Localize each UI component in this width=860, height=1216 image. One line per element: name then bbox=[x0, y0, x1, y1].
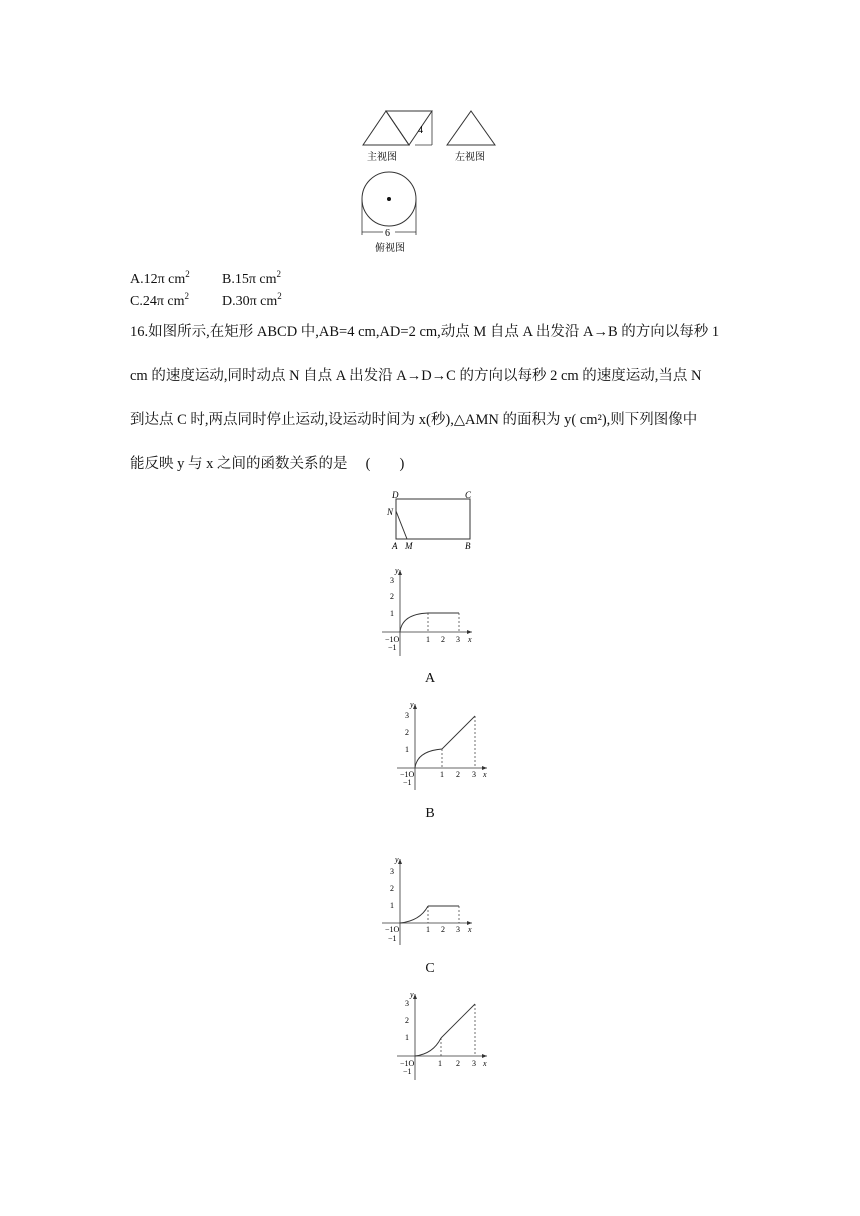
choice-a[interactable]: A.12π $cm^2$ bbox=[130, 269, 190, 287]
svg-text:3: 3 bbox=[472, 1059, 476, 1068]
label-c: C bbox=[465, 490, 472, 500]
svg-text:1: 1 bbox=[440, 770, 444, 779]
graph-a bbox=[380, 566, 480, 658]
question-16-line-4: 能反映 y 与 x 之间的函数关系的是 ( ) bbox=[130, 456, 405, 472]
svg-text:2: 2 bbox=[405, 1016, 409, 1025]
choice-b[interactable]: B.15π $cm^2$ bbox=[222, 269, 282, 287]
svg-text:−1O: −1O bbox=[385, 635, 400, 644]
svg-text:x: x bbox=[483, 1059, 487, 1068]
top-view-label: 俯视图 bbox=[375, 243, 405, 254]
question-16-line-3: 到达点 C 时,两点同时停止运动,设运动时间为 x(秒),△AMN 的面积为 y( cm²),则下列图像中 bbox=[130, 412, 698, 428]
three-view-figure bbox=[355, 105, 505, 260]
choice-d[interactable]: D.30π $cm^2$ bbox=[222, 291, 282, 309]
svg-text:1: 1 bbox=[426, 635, 430, 644]
caption-c[interactable]: C bbox=[425, 961, 435, 976]
svg-text:2: 2 bbox=[441, 925, 445, 934]
rectangle-abcd bbox=[396, 499, 470, 539]
rectangle-abcd-figure bbox=[385, 488, 485, 553]
front-view-label: 主视图 bbox=[367, 152, 397, 163]
svg-text:−1O: −1O bbox=[385, 925, 400, 934]
front-view-inverted-triangle bbox=[386, 111, 432, 145]
svg-text:−1O: −1O bbox=[400, 1059, 415, 1068]
curve-c bbox=[400, 906, 428, 923]
svg-text:3: 3 bbox=[405, 999, 409, 1008]
svg-text:3: 3 bbox=[390, 576, 394, 585]
svg-text:x: x bbox=[468, 635, 472, 644]
top-view-center-dot bbox=[387, 197, 391, 201]
front-view-left-triangle bbox=[363, 111, 409, 145]
curve-b bbox=[415, 749, 442, 768]
svg-text:3: 3 bbox=[472, 770, 476, 779]
svg-text:y: y bbox=[410, 700, 414, 709]
width-dimension: 6 bbox=[385, 228, 390, 239]
svg-text:1: 1 bbox=[405, 745, 409, 754]
svg-text:−1: −1 bbox=[403, 778, 412, 787]
svg-text:−1: −1 bbox=[388, 934, 397, 943]
svg-text:1: 1 bbox=[405, 1033, 409, 1042]
choice-c[interactable]: C.24π $cm^2$ bbox=[130, 291, 190, 309]
svg-text:3: 3 bbox=[405, 711, 409, 720]
svg-text:2: 2 bbox=[456, 1059, 460, 1068]
graph-c bbox=[380, 855, 480, 947]
svg-text:−1O: −1O bbox=[400, 770, 415, 779]
svg-text:1: 1 bbox=[390, 609, 394, 618]
svg-text:3: 3 bbox=[456, 925, 460, 934]
label-a: A bbox=[392, 541, 398, 551]
side-view-label: 左视图 bbox=[455, 152, 485, 163]
side-view-triangle bbox=[447, 111, 495, 145]
curve-d bbox=[415, 1038, 441, 1056]
svg-text:2: 2 bbox=[405, 728, 409, 737]
svg-text:x: x bbox=[468, 925, 472, 934]
svg-text:3: 3 bbox=[456, 635, 460, 644]
svg-text:3: 3 bbox=[390, 867, 394, 876]
svg-text:y: y bbox=[410, 990, 414, 999]
question-16-line-2: cm 的速度运动,同时动点 N 自点 A 出发沿 A→D→C 的方向以每秒 2 cm 的速度运动,当点 N bbox=[130, 368, 702, 384]
svg-text:1: 1 bbox=[426, 925, 430, 934]
label-m: M bbox=[405, 541, 413, 551]
svg-text:1: 1 bbox=[438, 1059, 442, 1068]
graph-b bbox=[395, 700, 495, 792]
curve-a bbox=[400, 613, 428, 632]
height-dimension: 4 bbox=[418, 125, 423, 136]
label-d: D bbox=[392, 490, 399, 500]
label-b: B bbox=[465, 541, 471, 551]
svg-text:2: 2 bbox=[390, 592, 394, 601]
svg-text:−1: −1 bbox=[388, 643, 397, 652]
label-n: N bbox=[387, 507, 394, 517]
caption-a[interactable]: A bbox=[424, 671, 436, 686]
svg-text:1: 1 bbox=[390, 901, 394, 910]
svg-text:y: y bbox=[395, 566, 399, 575]
svg-text:x: x bbox=[483, 770, 487, 779]
segment-nm bbox=[396, 511, 407, 539]
choices-row-2 bbox=[130, 286, 282, 312]
svg-text:y: y bbox=[395, 855, 399, 864]
caption-b[interactable]: B bbox=[425, 806, 435, 821]
svg-text:2: 2 bbox=[390, 884, 394, 893]
graph-d bbox=[395, 990, 495, 1082]
question-16-line-1: 16.如图所示,在矩形 ABCD 中,AB=4 cm,AD=2 cm,动点 M 自点 A 出发沿 A→B 的方向以每秒 1 bbox=[130, 324, 720, 340]
svg-text:−1: −1 bbox=[403, 1067, 412, 1076]
svg-text:2: 2 bbox=[456, 770, 460, 779]
svg-text:2: 2 bbox=[441, 635, 445, 644]
